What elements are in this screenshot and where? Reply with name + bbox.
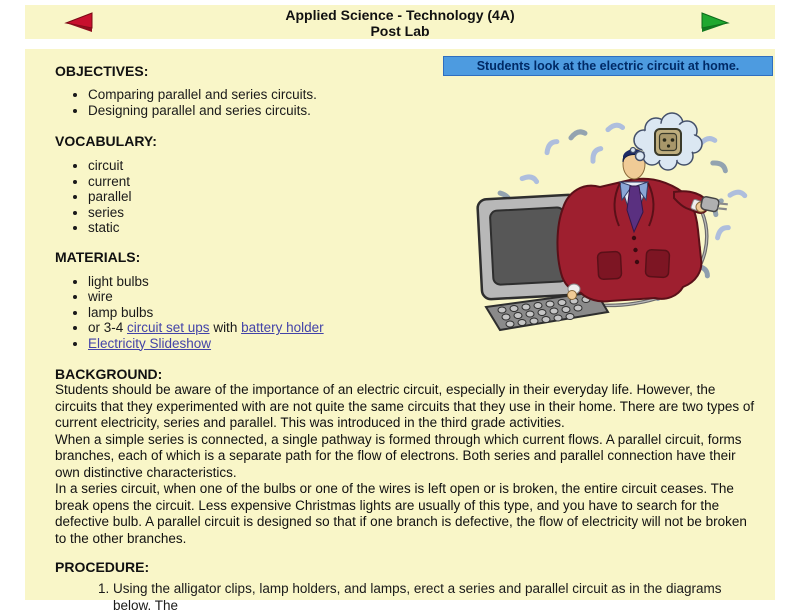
list-item: • series [88, 205, 757, 221]
list-item: • Designing parallel and series circuits. [88, 103, 757, 119]
materials-text-middle: with [209, 320, 242, 335]
list-item: • static [88, 220, 757, 236]
background-heading: BACKGROUND: [55, 366, 163, 382]
list-item: • current [88, 174, 757, 190]
materials-heading: MATERIALS: [55, 248, 141, 265]
objectives-heading: OBJECTIVES: [55, 63, 149, 79]
page-header [25, 5, 775, 39]
page-title [25, 5, 775, 39]
man-with-computer-plug-clipart [450, 112, 780, 357]
procedure-heading: PROCEDURE: [55, 559, 150, 575]
page-title-line1: Applied Science - Technology (4A) [285, 7, 515, 23]
red-jacket-figure [557, 149, 708, 302]
vocabulary-heading: VOCABULARY: [55, 133, 157, 149]
page-title-line2: Post Lab [370, 23, 430, 39]
background-paragraph: Students should be aware of the importance of an electric circuit, especially in their everyday life. However, the circuits that they experimented with are not quite the same circuits that they use in their home. There are two types of current electricity, series and parallel. This was introduced in the third grade activities. [55, 382, 755, 430]
circuit-setups-link[interactable]: circuit set ups [127, 320, 210, 335]
background-paragraph: When a simple series is connected, a single pathway is formed through which current flows. A parallel circuit, forms branches, each of which is a separate path for the flow of electrons. Both series and parallel connection have their own distinctive characteristics. [55, 431, 742, 480]
list-item: • lamp bulbs [88, 305, 757, 321]
forward-arrow-icon[interactable] [698, 11, 732, 35]
highlight-banner: Students look at the electric circuit at home. [443, 56, 773, 76]
list-item: • light bulbs [88, 274, 757, 290]
back-arrow-icon[interactable] [62, 11, 96, 35]
list-item: • parallel [88, 189, 757, 205]
lesson-content-panel [25, 49, 775, 613]
list-item: • Comparing parallel and series circuits. [88, 87, 757, 103]
background-paragraph: In a series circuit, when one of the bulbs or one of the wires is left open or is broken, the entire circuit ceases. The break opens the circuit. Less expensive Christmas lights are usually of this type, and you have to search for the defective bulb. A parallel circuit is designed so that if one branch is defective, the flow of electricity will not be broken to the other branches. [55, 481, 747, 546]
materials-text-prefix: or 3-4 [88, 320, 128, 335]
list-item: • wire [88, 289, 757, 305]
procedure-list [55, 581, 757, 614]
procedure-step: 1. Using the alligator clips, lamp holders, and lamps, erect a series and parallel circuit as in the diagrams below. The [113, 581, 757, 614]
list-item: • circuit [88, 158, 757, 174]
battery-holder-link[interactable]: battery holder [241, 320, 324, 335]
electricity-slideshow-link[interactable]: Electricity Slideshow [88, 335, 212, 351]
